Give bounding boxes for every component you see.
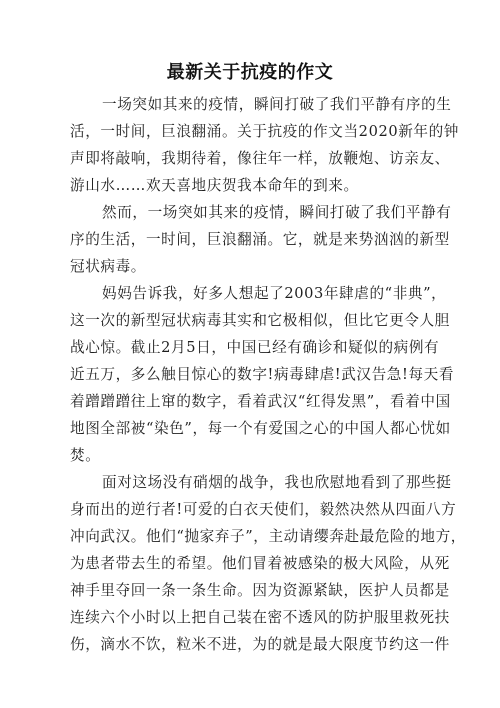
paragraph-line: 冠状病毒。 [70, 258, 146, 275]
paragraph-line: 战心惊。截止2月5日，中国已经有确诊和疑似的病例有 [70, 339, 440, 356]
paragraph-line: 冲向武汉。他们“抛家弃子”，主动请缨奔赴最危险的地方， [70, 528, 466, 545]
paragraph-line: 焚。 [70, 447, 101, 464]
document-title: 最新关于抗疫的作文 [166, 62, 334, 83]
paragraph-line: 着蹭蹭蹭往上窜的数字，看着武汉“红得发黑”，看着中国 [70, 393, 451, 410]
paragraph-line: 游山水……欢天喜地庆贺我本命年的到来。 [70, 177, 359, 194]
paragraph-line: 序的生活，一时间，巨浪翻涌。它，就是来势汹汹的新型 [70, 231, 450, 248]
paragraph-line: 一场突如其来的疫情，瞬间打破了我们平静有序的生 [102, 96, 452, 113]
paragraph-line: 神手里夺回一条一条生命。因为资源紧缺，医护人员都是 [70, 582, 450, 599]
paragraph-line: 然而，一场突如其来的疫情，瞬间打破了我们平静有 [102, 204, 452, 221]
paragraph-line: 近五万，多么触目惊心的数字!病毒肆虐!武汉告急!每天看 [70, 366, 455, 383]
paragraph-line: 为患者带去生的希望。他们冒着被感染的极大风险，从死 [70, 555, 450, 572]
paragraph-line: 身而出的逆行者!可爱的白衣天使们，毅然决然从四面八方 [70, 501, 457, 518]
paragraph-line: 声即将敲响，我期待着，像往年一样，放鞭炮、访亲友、 [70, 150, 450, 167]
paragraph-line: 活，一时间，巨浪翻涌。关于抗疫的作文当2020新年的钟 [70, 123, 459, 140]
paragraph-line: 地图全部被“染色”，每一个有爱国之心的中国人都心忧如 [70, 420, 451, 437]
paragraph-line: 妈妈告诉我，好多人想起了2003年肆虐的“非典”， [102, 285, 447, 302]
paragraph-line: 这一次的新型冠状病毒其实和它极相似，但比它更令人胆 [70, 312, 450, 329]
paragraph-line: 伤，滴水不饮，粒米不进，为的就是最大限度节约这一件 [70, 636, 450, 653]
paragraph-line: 连续六个小时以上把自己装在密不透风的防护服里救死扶 [70, 609, 450, 626]
paragraph-line: 面对这场没有硝烟的战争，我也欣慰地看到了那些挺 [102, 474, 452, 491]
